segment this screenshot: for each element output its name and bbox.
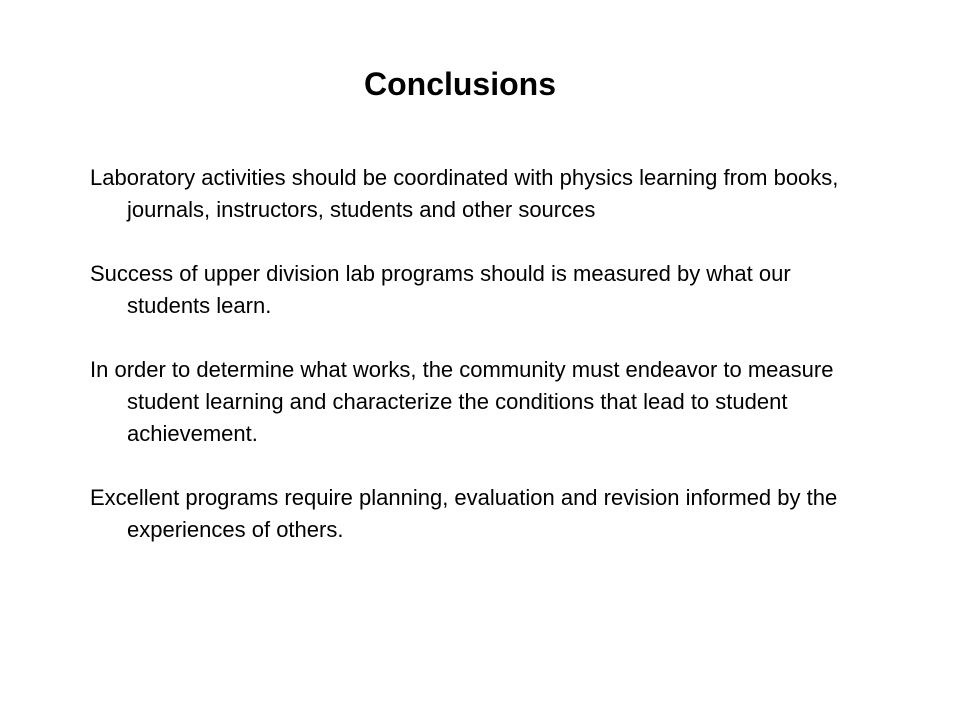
conclusion-paragraph: Laboratory activities should be coordinated with physics learning from books, journals, instructors, students and other sources <box>90 165 839 222</box>
conclusion-paragraph: In order to determine what works, the community must endeavor to measure student learning and characterize the conditions that lead to student achievement. <box>90 357 834 446</box>
conclusion-paragraph: Excellent programs require planning, evaluation and revision informed by the experiences of others. <box>90 485 838 542</box>
conclusion-paragraph: Success of upper division lab programs should is measured by what our students learn. <box>90 261 791 318</box>
slide-title: Conclusions <box>363 66 556 102</box>
conclusions-list <box>90 162 850 546</box>
